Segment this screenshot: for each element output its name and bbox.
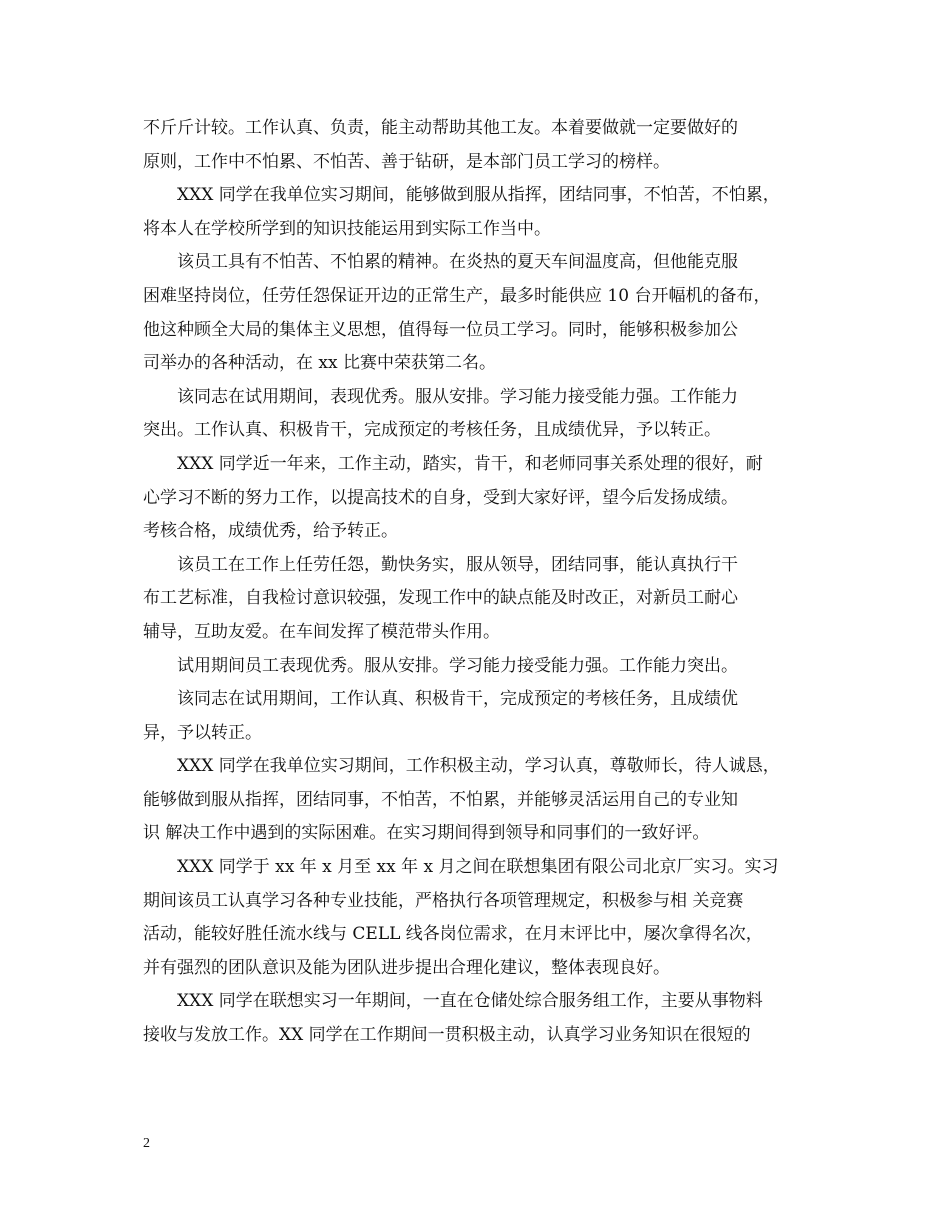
- text-line: 识 解决工作中遇到的实际困难。在实习期间得到领导和同事们的一致好评。: [143, 823, 710, 844]
- text-line: 布工艺标准，自我检讨意识较强，发现工作中的缺点能及时改正，对新员工耐心: [143, 588, 738, 609]
- text-line: 该员工在工作上任劳任怨，勤快务实，服从领导，团结同事，能认真执行干: [177, 554, 738, 575]
- text-line: 困难坚持岗位，任劳任怨保证开边的正常生产，最多时能供应 10 台开幅机的备布，: [143, 285, 771, 306]
- text-line: XXX 同学于 xx 年 x 月至 xx 年 x 月之间在联想集团有限公司北京厂实习。实习: [177, 857, 779, 878]
- paragraph: [143, 650, 813, 684]
- text-line: 将本人在学校所学到的知识技能运用到实际工作当中。: [143, 218, 551, 239]
- text-line: 接收与发放工作。XX 同学在工作期间一贯积极主动，认真学习业务知识在很短的: [143, 1025, 751, 1046]
- text-line: 考核合格，成绩优秀，给予转正。: [143, 521, 398, 542]
- text-line: 心学习不断的努力工作，以提高技术的自身，受到大家好评，望今后发扬成绩。: [143, 487, 738, 508]
- text-line: 期间该员工认真学习各种专业技能，严格执行各项管理规定，积极参与相 关竞赛: [143, 890, 744, 911]
- paragraph: [143, 112, 813, 179]
- paragraph: [143, 549, 813, 650]
- paragraph: [143, 179, 813, 246]
- text-line: 能够做到服从指挥，团结同事，不怕苦，不怕累，并能够灵活运用自己的专业知: [143, 789, 738, 810]
- text-line: 该同志在试用期间，工作认真、积极肯干，完成预定的考核任务，且成绩优: [177, 689, 738, 710]
- text-line: 该同志在试用期间，表现优秀。服从安排。学习能力接受能力强。工作能力: [177, 386, 738, 407]
- text-line: 活动，能较好胜任流水线与 CELL 线各岗位需求，在月末评比中，屡次拿得名次，: [143, 924, 763, 945]
- paragraph: [143, 246, 813, 380]
- text-line: 他这种顾全大局的集体主义思想，值得每一位员工学习。同时，能够积极参加公: [143, 319, 738, 340]
- text-line: 原则，工作中不怕累、不怕苦、善于钻研，是本部门员工学习的榜样。: [143, 151, 670, 172]
- document-body: [143, 112, 813, 1053]
- text-line: XXX 同学近一年来，工作主动，踏实，肯干，和老师同事关系处理的很好，耐: [177, 453, 763, 474]
- text-line: 辅导，互助友爱。在车间发挥了模范带头作用。: [143, 621, 500, 642]
- paragraph: [143, 851, 813, 985]
- text-line: 突出。工作认真、积极肯干，完成预定的考核任务，且成绩优异，予以转正。: [143, 420, 721, 441]
- paragraph: [143, 985, 813, 1052]
- paragraph: [143, 448, 813, 549]
- text-line: 司举办的各种活动，在 xx 比赛中荣获第二名。: [143, 353, 496, 374]
- paragraph: [143, 381, 813, 448]
- paragraph: [143, 683, 813, 750]
- text-line: 异，予以转正。: [143, 722, 262, 743]
- paragraph: [143, 750, 813, 851]
- page-number: 2: [143, 1136, 150, 1151]
- text-line: 该员工具有不怕苦、不怕累的精神。在炎热的夏天车间温度高，但他能克服: [177, 252, 738, 273]
- text-line: 不斤斤计较。工作认真、负责，能主动帮助其他工友。本着要做就一定要做好的: [143, 118, 738, 138]
- text-line: 并有强烈的团队意识及能为团队进步提出合理化建议，整体表现良好。: [143, 957, 670, 978]
- text-line: XXX 同学在我单位实习期间，能够做到服从指挥，团结同事，不怕苦，不怕累，: [177, 185, 780, 206]
- text-line: 试用期间员工表现优秀。服从安排。学习能力接受能力强。工作能力突出。: [177, 655, 738, 676]
- text-line: XXX 同学在我单位实习期间，工作积极主动，学习认真，尊敬师长，待人诚恳，: [177, 756, 780, 777]
- text-line: XXX 同学在联想实习一年期间，一直在仓储处综合服务组工作，主要从事物料: [177, 991, 763, 1012]
